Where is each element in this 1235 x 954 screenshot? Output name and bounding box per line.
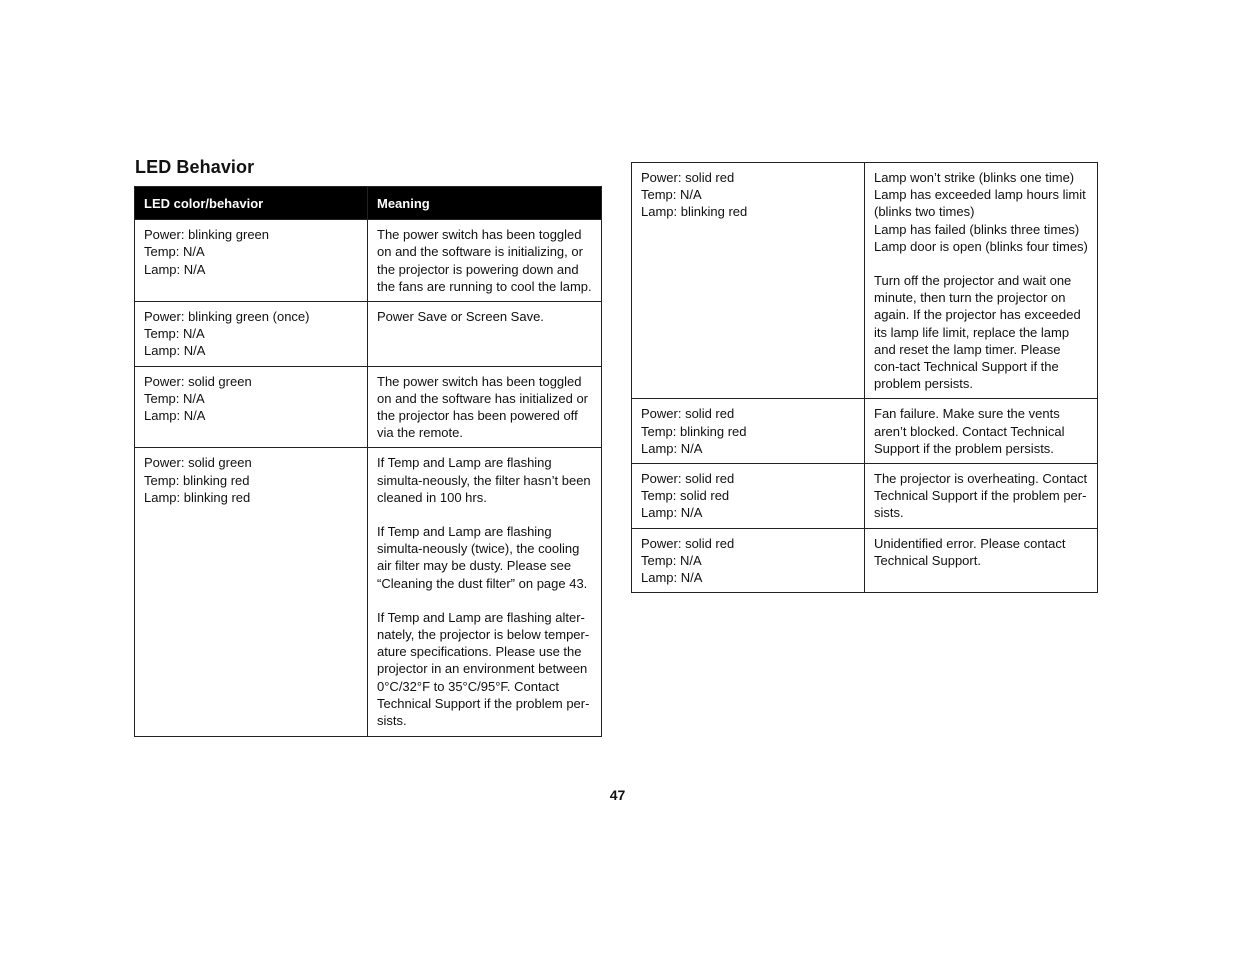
section-title: LED Behavior — [135, 157, 255, 177]
led-state-cell — [632, 464, 865, 529]
temp-state: Temp: blinking red — [641, 423, 747, 439]
lamp-state: Lamp: N/A — [641, 505, 703, 521]
power-state: Power: solid green — [144, 373, 252, 389]
meaning-cell — [865, 163, 1098, 399]
meaning-text: Fan failure. Make sure the vents aren’t blocked. Contact Technical Support if the problem persists. — [874, 406, 1065, 456]
page-number: 47 — [609, 787, 626, 803]
lamp-state: Lamp: N/A — [144, 261, 206, 277]
meaning-text: Power Save or Screen Save. — [377, 309, 544, 325]
table-row — [135, 448, 602, 737]
led-state-cell — [135, 220, 368, 302]
meaning-cell — [368, 220, 602, 302]
temp-state: Temp: N/A — [641, 187, 702, 203]
power-state: Power: solid red — [641, 535, 735, 551]
power-state: Power: solid red — [641, 471, 735, 487]
meaning-cell — [368, 366, 602, 448]
meaning-list — [874, 169, 1089, 255]
led-state-cell — [632, 163, 865, 399]
led-state-cell — [632, 528, 865, 593]
temp-state: Temp: solid red — [641, 488, 730, 504]
led-behavior-table-left — [134, 186, 602, 737]
table-row — [632, 399, 1098, 464]
meaning-line: Lamp has exceeded lamp hours limit (blinks two times) — [874, 187, 1086, 220]
power-state: Power: solid green — [144, 455, 252, 471]
power-state: Power: blinking green (once) — [144, 309, 310, 325]
temp-state: Temp: N/A — [144, 390, 205, 406]
lamp-state: Lamp: N/A — [144, 343, 206, 359]
led-behavior-table-right — [631, 162, 1098, 593]
led-state-cell — [135, 302, 368, 367]
meaning-cell — [368, 448, 602, 737]
meaning-line: Lamp door is open (blinks four times) — [874, 238, 1088, 254]
meaning-cell — [865, 399, 1098, 464]
meaning-text: The power switch has been toggled on and the software is initializing, or the projector is powering down and the fans are running to cool the lamp. — [377, 227, 592, 294]
temp-state: Temp: N/A — [144, 244, 205, 260]
led-state-cell — [135, 448, 368, 737]
temp-state: Temp: N/A — [641, 552, 702, 568]
led-state-cell — [632, 399, 865, 464]
meaning-text: The projector is overheating. Contact Technical Support if the problem per-sists. — [874, 471, 1088, 521]
lamp-state: Lamp: N/A — [144, 408, 206, 424]
lamp-state: Lamp: N/A — [641, 440, 703, 456]
lamp-state: Lamp: blinking red — [641, 204, 748, 220]
table-row — [632, 464, 1098, 529]
header-led-color-behavior: LED color/behavior — [135, 187, 368, 220]
lamp-state: Lamp: N/A — [641, 570, 703, 586]
lamp-state: Lamp: blinking red — [144, 489, 251, 505]
power-state: Power: solid red — [641, 170, 735, 185]
meaning-line: Lamp won’t strike (blinks one time) — [874, 170, 1075, 185]
table-row — [135, 302, 602, 367]
power-state: Power: blinking green — [144, 227, 270, 243]
meaning-text: Turn off the projector and wait one minute, then turn the projector on again. If the projector has exceeded its lamp life limit, replace the lamp and reset the lamp timer. Please con-tact Technical Support if the problem persists. — [874, 273, 1081, 392]
meaning-line: Lamp has failed (blinks three times) — [874, 221, 1080, 237]
temp-state: Temp: N/A — [144, 326, 205, 342]
meaning-cell — [865, 464, 1098, 529]
meaning-cell — [865, 528, 1098, 593]
meaning-text: If Temp and Lamp are flashing simulta-neously (twice), the cooling air filter may be dusty. Please see “Cleaning the dust filter” on page 43. — [377, 524, 588, 591]
temp-state: Temp: blinking red — [144, 472, 250, 488]
led-state-cell — [135, 366, 368, 448]
table-row — [632, 528, 1098, 593]
meaning-text: The power switch has been toggled on and the software has initialized or the projector has been powered off via the remote. — [377, 373, 589, 441]
table-row — [135, 366, 602, 448]
meaning-text: If Temp and Lamp are flashing alter-nately, the projector is below temper-ature specifications. Please use the projector in an environment between 0°C/32°F to 35°C/95°F. Contact Technical Support if the problem per-sists. — [377, 609, 590, 729]
meaning-cell — [368, 302, 602, 367]
meaning-text: Unidentified error. Please contact Technical Support. — [874, 535, 1066, 568]
table-row — [632, 163, 1098, 399]
header-meaning: Meaning — [368, 187, 602, 220]
table-header-row — [135, 187, 602, 220]
table-row — [135, 220, 602, 302]
power-state: Power: solid red — [641, 406, 735, 422]
meaning-text: If Temp and Lamp are flashing simulta-neously, the filter hasn’t been cleaned in 100 hrs. — [377, 455, 591, 505]
